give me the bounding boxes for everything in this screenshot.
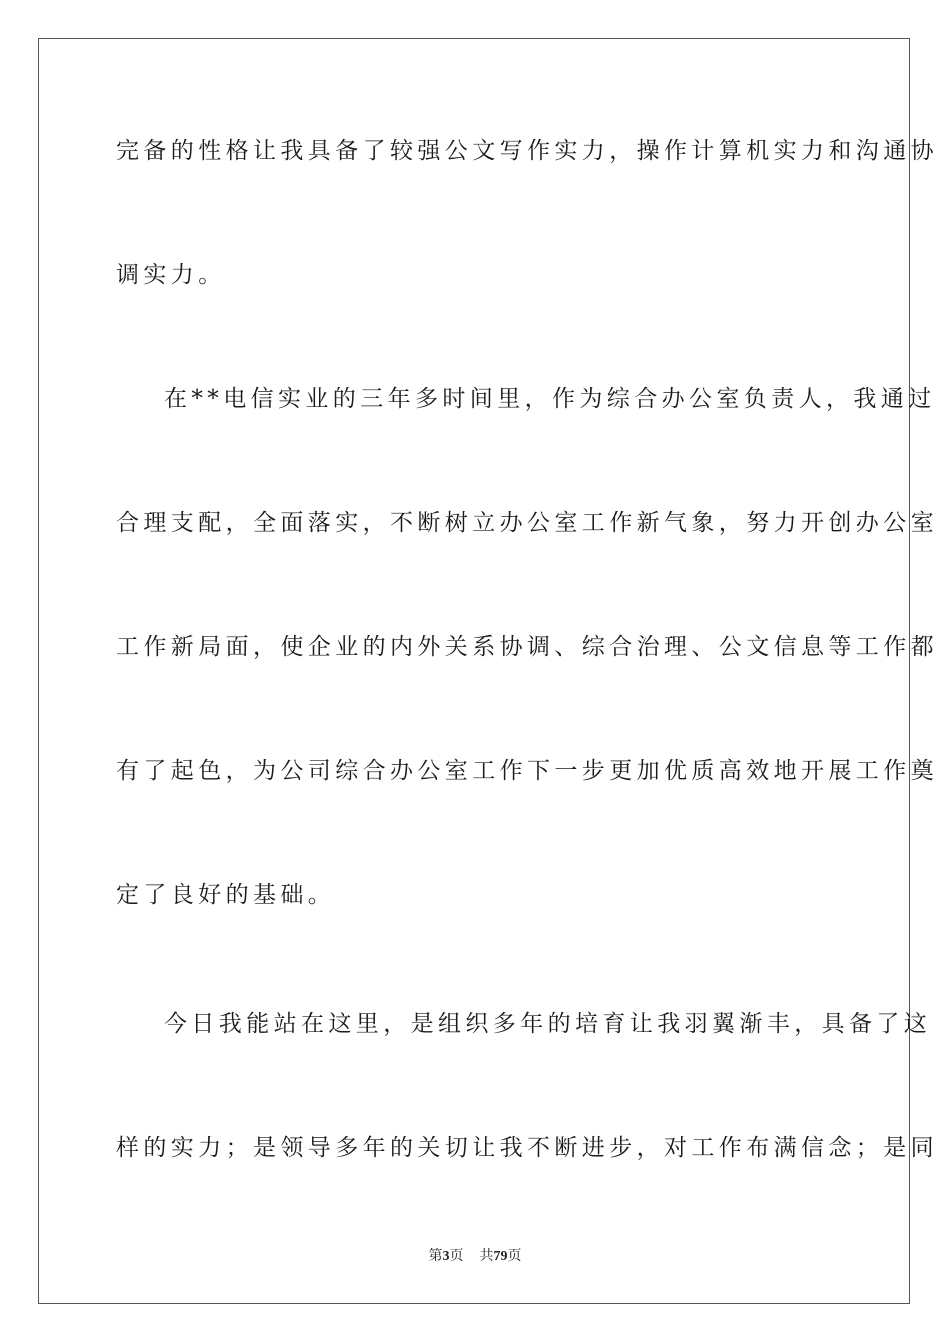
paragraph-line: 有了起色，为公司综合办公室工作下一步更加优质高效地开展工作奠 (116, 758, 938, 784)
paragraph-line: 样的实力；是领导多年的关切让我不断进步，对工作布满信念；是同 (116, 1135, 938, 1161)
total-pages: 79 (493, 1249, 508, 1264)
page-prefix: 第 (428, 1249, 443, 1264)
page-suffix: 页 (449, 1249, 464, 1264)
total-suffix: 页 (507, 1249, 522, 1264)
total-prefix: 共 (479, 1249, 494, 1264)
paragraph-line: 定了良好的基础。 (116, 882, 336, 908)
page-border (38, 38, 938, 1304)
paragraph-line: 工作新局面，使企业的内外关系协调、综合治理、公文信息等工作都 (116, 634, 938, 660)
paragraph-line: 在**电信实业的三年多时间里，作为综合办公室负责人，我通过 (164, 386, 936, 412)
paragraph-line: 今日我能站在这里，是组织多年的培育让我羽翼渐丰，具备了这 (164, 1011, 932, 1037)
paragraph-line: 调实力。 (116, 262, 226, 288)
page-number: 3 (442, 1249, 450, 1264)
paragraph-line: 完备的性格让我具备了较强公文写作实力，操作计算机实力和沟通协 (116, 138, 938, 164)
paragraph-line: 合理支配，全面落实，不断树立办公室工作新气象，努力开创办公室 (116, 510, 938, 536)
page-footer (0, 1248, 950, 1266)
